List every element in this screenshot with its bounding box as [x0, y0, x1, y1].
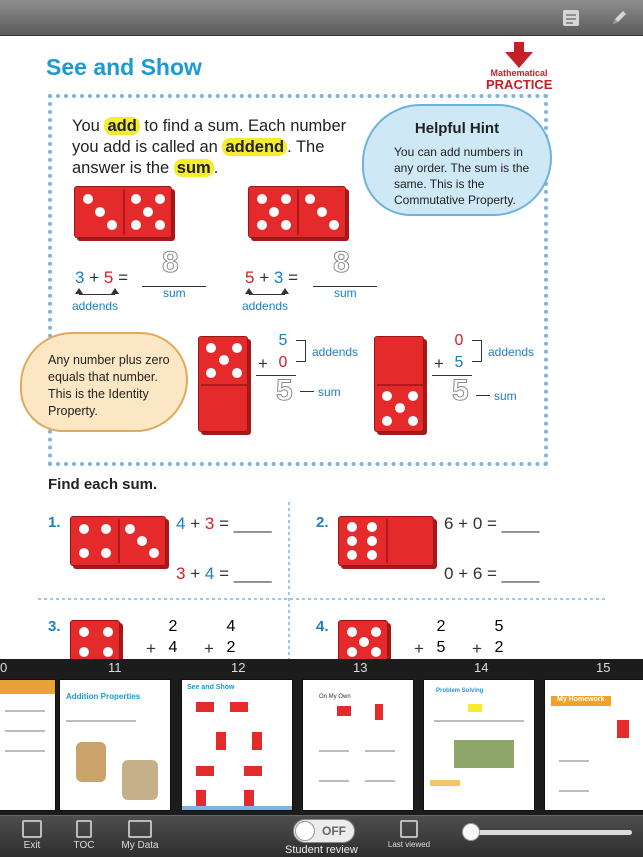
problem-2-line-1[interactable]: 6 + 0 = ____	[444, 514, 540, 533]
top-bar	[0, 0, 643, 36]
domino-0-5	[374, 336, 424, 432]
thumbnail-page-14[interactable]: Problem Solving	[423, 679, 535, 811]
helpful-hint-cloud	[362, 104, 552, 216]
problem-1-line-2[interactable]: 3 + 4 = ____	[176, 564, 272, 583]
thumbnail-page-13[interactable]: On My Own	[302, 679, 414, 811]
bottom-toolbar	[0, 815, 643, 857]
toc-button[interactable]: TOC	[70, 820, 98, 851]
page-slider-handle[interactable]	[462, 823, 480, 841]
my-data-button[interactable]: My Data	[118, 820, 162, 851]
domino-3-5	[74, 186, 172, 238]
thumbnail-page-15[interactable]: My Homework	[544, 679, 643, 811]
problem-1-line-1[interactable]: 4 + 3 = ____	[176, 514, 272, 533]
list-icon	[76, 820, 92, 838]
equation-1-sum: 8	[162, 246, 179, 279]
problem-4-domino	[338, 620, 388, 659]
find-each-sum: Find each sum.	[48, 476, 158, 493]
last-viewed-button[interactable]: Last viewed	[384, 820, 434, 849]
equation-1: 3 + 5 =	[75, 268, 129, 287]
problem-1-domino	[70, 516, 166, 566]
intro-text: You add to find a sum. Each number you add is called an addend . The answer is the sum .	[72, 117, 347, 177]
vertical-1-sum: 5	[276, 374, 293, 407]
briefcase-icon	[128, 820, 152, 838]
notes-icon[interactable]	[561, 8, 581, 28]
equation-2: 5 + 3 =	[245, 268, 299, 287]
student-review-label: Student review	[285, 844, 358, 856]
identity-property-cloud	[20, 332, 188, 432]
page-filmstrip[interactable]: 0 11 12 13 14 15 Addition Properties See and Show On My Own Problem Solving My Homework	[0, 659, 643, 815]
page-slider[interactable]	[462, 830, 632, 835]
thumbnail-page-11[interactable]: Addition Properties	[59, 679, 171, 811]
identity-body: Any number plus zero equals that number. This is the Identity Property.	[48, 353, 170, 418]
exit-button[interactable]: Exit	[18, 820, 46, 851]
bookmark-icon	[400, 820, 418, 838]
domino-5-3	[248, 186, 346, 238]
equation-2-sum: 8	[333, 246, 350, 279]
domino-5-0	[198, 336, 248, 432]
book-page: See and Show Mathematical PRACTICE You add to find a sum. Each number you add is called an addend . The answer is the sum . Helpful Hint You can add numbers in any order. The sum is the same. This is the Commutative Property. 3 + 5 = 8 sum addends 5 + 3 = 8 sum addends Any number plus zero equals that number. This is the Identity Property. 5 + 0 5 addends sum 0 + 5 5 addends sum Find each sum. 1. 4 + 3 = ____ 3 + 4 = ____ 2. 6 + 0 = ____ 0 + 6 = ____ 3. 2 + 4 4 + 2 4. 2 + 5 5 + 2	[0, 36, 643, 659]
student-review-toggle[interactable]: OFF	[293, 819, 355, 843]
pencil-icon[interactable]	[609, 8, 629, 28]
thumbnail-page-12[interactable]: See and Show	[181, 679, 293, 811]
thumbnail-page-0[interactable]	[0, 679, 56, 811]
problem-2-domino	[338, 516, 434, 566]
hint-body: You can add numbers in any order. The sum is the same. This is the Commutative Property.	[394, 145, 530, 207]
arrow-down-icon	[505, 52, 533, 68]
problem-3-domino	[70, 620, 120, 659]
vertical-2-sum: 5	[452, 374, 469, 407]
page-title: See and Show	[46, 54, 202, 80]
exit-icon	[22, 820, 42, 838]
hint-title: Helpful Hint	[414, 120, 500, 137]
math-practice-badge[interactable]: Mathematical PRACTICE	[486, 42, 552, 92]
problem-2-line-2[interactable]: 0 + 6 = ____	[444, 564, 540, 583]
